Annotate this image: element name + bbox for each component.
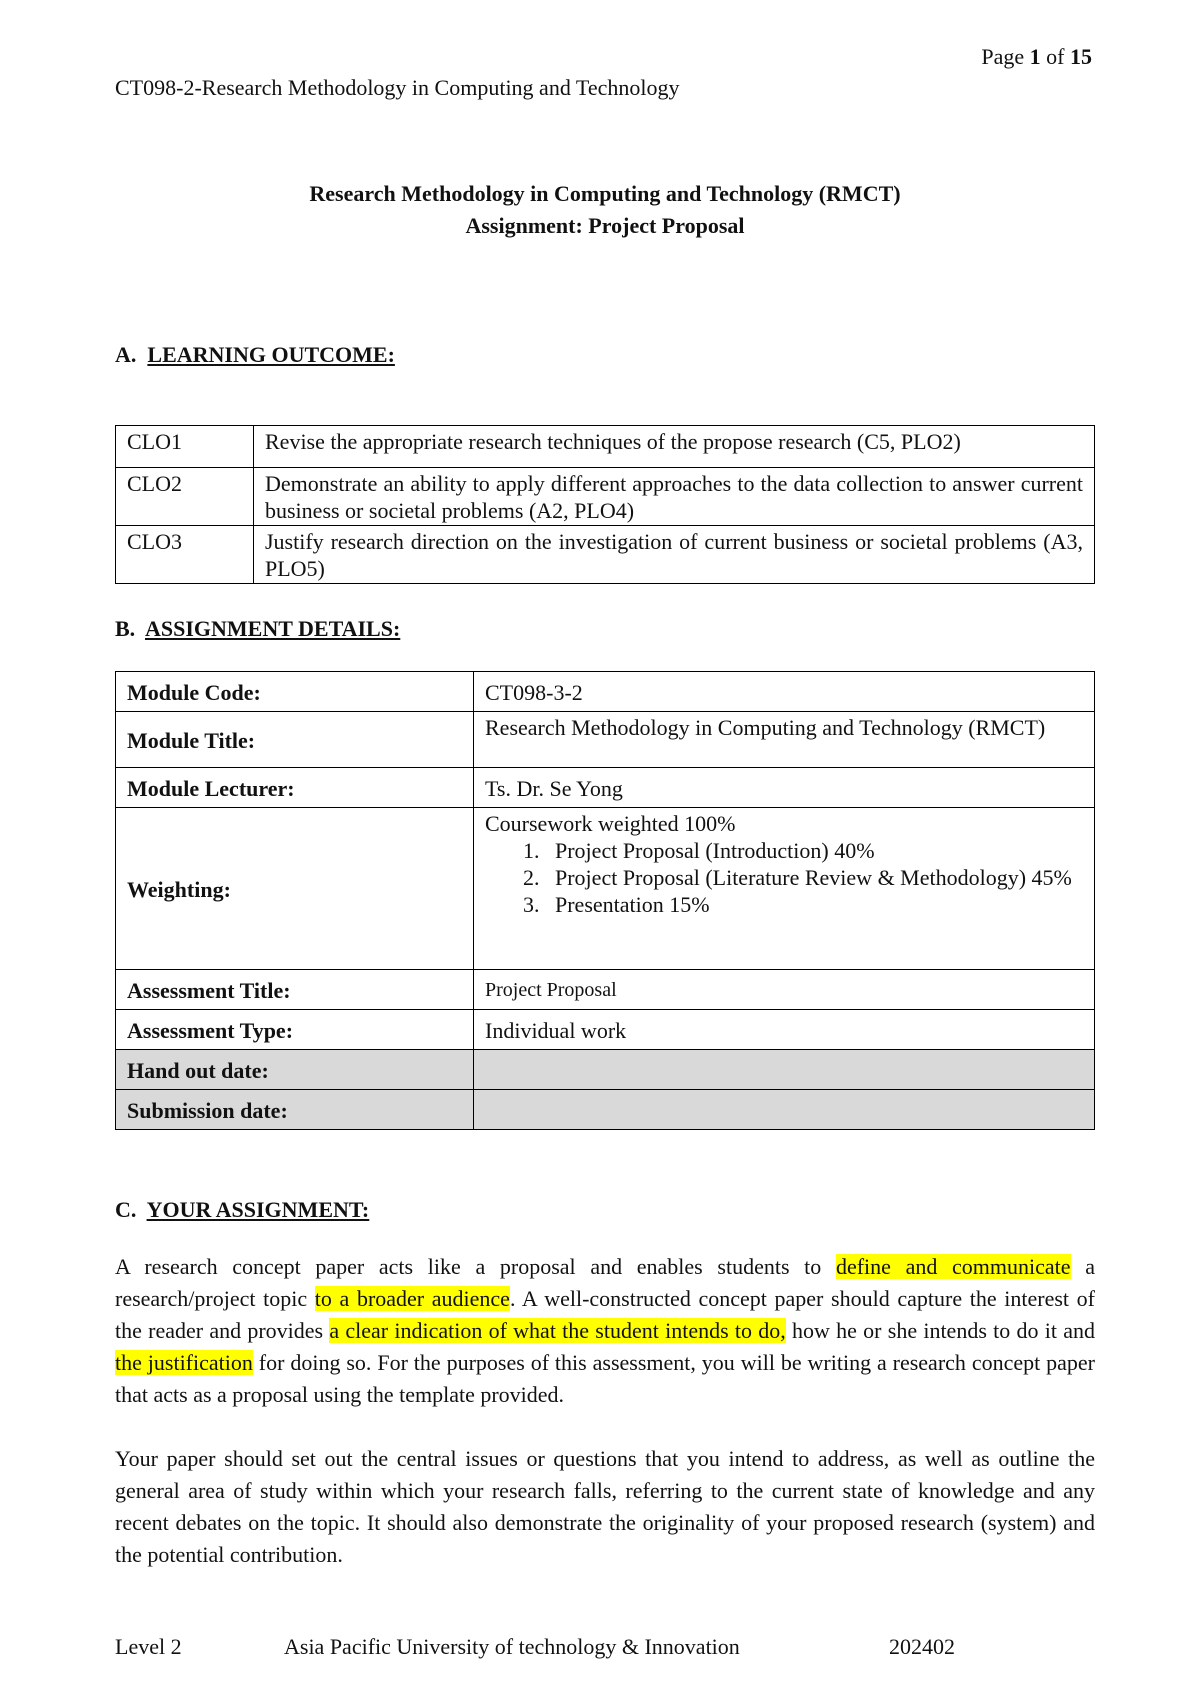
module-title-value: Research Methodology in Computing and Technology (RMCT) bbox=[474, 712, 1095, 768]
assignment-details-table bbox=[115, 671, 1095, 1130]
assignment-paragraph-1 bbox=[115, 1251, 1095, 1411]
module-lecturer-value: Ts. Dr. Se Yong bbox=[474, 768, 1095, 808]
list-item: 1. Project Proposal (Introduction) 40% bbox=[545, 837, 1083, 864]
weighting-intro: Coursework weighted 100% bbox=[485, 811, 736, 836]
paragraph-text: A research concept paper acts like a proposal and enables students to bbox=[115, 1254, 836, 1279]
clo-description: Demonstrate an ability to apply different approaches to the data collection to answer current business or societal problems (A2, PLO4) bbox=[254, 468, 1095, 526]
table-row bbox=[116, 1090, 1095, 1130]
clo-code: CLO1 bbox=[116, 426, 254, 468]
section-c-letter: C. bbox=[115, 1197, 137, 1222]
section-b-title: ASSIGNMENT DETAILS: bbox=[144, 616, 401, 641]
paragraph-text: for doing so. For the purposes of this assessment, you will be writing a research concept paper that acts as a proposal using the template provided. bbox=[115, 1350, 1095, 1407]
document-subtitle: Assignment: Project Proposal bbox=[465, 213, 745, 238]
clo-description: Justify research direction on the investigation of current business or societal problems (A3, PLO5) bbox=[254, 526, 1095, 584]
assessment-title-value: Project Proposal bbox=[474, 970, 1095, 1010]
table-row bbox=[116, 468, 1095, 526]
table-row bbox=[116, 526, 1095, 584]
assignment-paragraph-2: Your paper should set out the central issues or questions that you intend to address, as well as outline the general area of study within which your research falls, referring to the current state of knowledge and any recent debates on the topic. It should also demonstrate the originality of your proposed research (system) and the potential contribution. bbox=[115, 1446, 1095, 1567]
module-lecturer-label: Module Lecturer: bbox=[116, 768, 474, 808]
page-prefix: Page bbox=[981, 44, 1025, 69]
paragraph-text: a research/project topic bbox=[115, 1254, 1096, 1311]
module-code-label: Module Code: bbox=[116, 672, 474, 712]
table-row bbox=[116, 712, 1095, 768]
document-title: Research Methodology in Computing and Technology (RMCT) bbox=[309, 181, 901, 206]
module-code-value: CT098-3-2 bbox=[474, 672, 1095, 712]
table-row bbox=[116, 426, 1095, 468]
running-header: CT098-2-Research Methodology in Computing and Technology bbox=[115, 75, 680, 100]
table-row bbox=[116, 672, 1095, 712]
table-row bbox=[116, 808, 1095, 970]
footer-code: 202402 bbox=[889, 1634, 955, 1659]
learning-outcome-table bbox=[115, 425, 1095, 584]
assessment-type-label: Assessment Type: bbox=[116, 1010, 474, 1050]
section-b-heading bbox=[115, 616, 400, 642]
highlighted-text: the justification bbox=[115, 1350, 253, 1375]
table-row bbox=[116, 970, 1095, 1010]
highlighted-text: define and communicate bbox=[835, 1254, 1071, 1279]
assessment-title-label: Assessment Title: bbox=[116, 970, 474, 1010]
section-a-letter: A. bbox=[115, 342, 137, 367]
module-title-label: Module Title: bbox=[116, 712, 474, 768]
weighting-value bbox=[474, 808, 1095, 970]
table-row bbox=[116, 1010, 1095, 1050]
weighting-list bbox=[485, 837, 1083, 918]
section-c-title: YOUR ASSIGNMENT: bbox=[146, 1197, 370, 1222]
list-item: 2. Project Proposal (Literature Review & Methodology) 45% bbox=[545, 864, 1083, 891]
list-item: 3. Presentation 15% bbox=[545, 891, 1083, 918]
section-c-heading bbox=[115, 1197, 369, 1223]
hand-out-date-label: Hand out date: bbox=[116, 1050, 474, 1090]
table-row bbox=[116, 1050, 1095, 1090]
hand-out-date-value bbox=[474, 1050, 1095, 1090]
clo-description: Revise the appropriate research techniques of the propose research (C5, PLO2) bbox=[254, 426, 1095, 468]
submission-date-label: Submission date: bbox=[116, 1090, 474, 1130]
assessment-type-value: Individual work bbox=[474, 1010, 1095, 1050]
weighting-label: Weighting: bbox=[116, 808, 474, 970]
highlighted-text: to a broader audience bbox=[314, 1286, 510, 1311]
page-number bbox=[981, 44, 1092, 70]
clo-code: CLO2 bbox=[116, 468, 254, 526]
footer-level: Level 2 bbox=[115, 1634, 182, 1659]
clo-code: CLO3 bbox=[116, 526, 254, 584]
table-row bbox=[116, 768, 1095, 808]
paragraph-text: how he or she intends to do it and bbox=[785, 1318, 1095, 1343]
footer-institution: Asia Pacific University of technology & Innovation bbox=[284, 1634, 740, 1659]
paragraph-text: . A well-constructed concept paper should capture the interest of the reader and provides bbox=[115, 1286, 1095, 1343]
section-a-heading bbox=[115, 342, 395, 368]
section-b-letter: B. bbox=[115, 616, 136, 641]
page-current: 1 bbox=[1029, 44, 1041, 69]
section-a-title: LEARNING OUTCOME: bbox=[147, 342, 395, 367]
submission-date-value bbox=[474, 1090, 1095, 1130]
page-total: 15 bbox=[1070, 44, 1092, 69]
page-of: of bbox=[1046, 44, 1065, 69]
highlighted-text: a clear indication of what the student intends to do, bbox=[329, 1318, 786, 1343]
